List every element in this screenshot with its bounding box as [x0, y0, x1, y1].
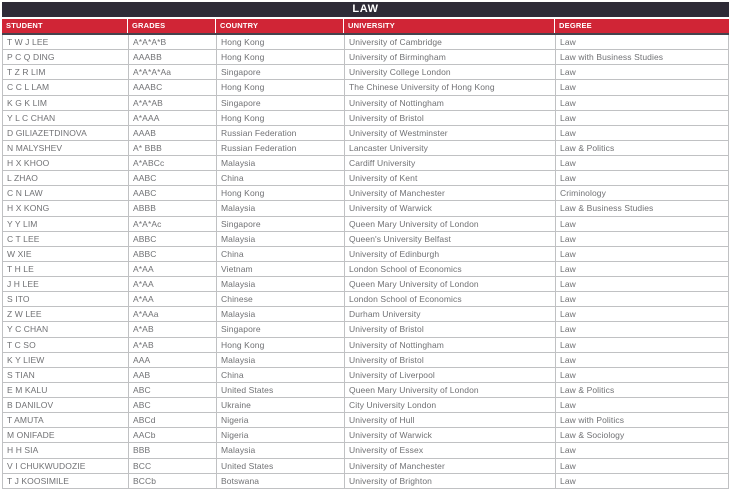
cell-grades: A*AAA [129, 111, 217, 126]
cell-degree: Law & Politics [556, 141, 729, 156]
cell-degree: Law [556, 232, 729, 247]
cell-degree: Law with Politics [556, 413, 729, 428]
cell-country: China [217, 171, 345, 186]
table-row [3, 232, 729, 247]
cell-student: Y C CHAN [3, 322, 129, 337]
cell-country: Ukraine [217, 398, 345, 413]
cell-student: T Z R LIM [3, 65, 129, 80]
cell-student: K Y LIEW [3, 353, 129, 368]
table-row [3, 307, 729, 322]
cell-university: University College London [345, 65, 556, 80]
cell-country: Vietnam [217, 262, 345, 277]
cell-university: University of Birmingham [345, 50, 556, 65]
cell-university: University of Edinburgh [345, 247, 556, 262]
cell-university: Queen Mary University of London [345, 217, 556, 232]
cell-grades: ABBB [129, 201, 217, 216]
cell-student: C N LAW [3, 186, 129, 201]
cell-grades: ABCd [129, 413, 217, 428]
cell-student: N MALYSHEV [3, 141, 129, 156]
cell-student: C T LEE [3, 232, 129, 247]
cell-degree: Law [556, 96, 729, 111]
cell-university: City University London [345, 398, 556, 413]
cell-grades: A*A*AB [129, 96, 217, 111]
cell-university: Cardiff University [345, 156, 556, 171]
table-title: LAW [2, 2, 729, 17]
cell-university: University of Essex [345, 443, 556, 458]
table-row [3, 353, 729, 368]
table-row [3, 126, 729, 141]
table-row [3, 262, 729, 277]
cell-country: Singapore [217, 65, 345, 80]
cell-country: Malaysia [217, 277, 345, 292]
cell-degree: Law [556, 171, 729, 186]
column-header-student: STUDENT [2, 19, 128, 33]
column-header-grades: GRADES [128, 19, 216, 33]
cell-student: W XIE [3, 247, 129, 262]
table-row [3, 141, 729, 156]
cell-student: T H LE [3, 262, 129, 277]
cell-degree: Law [556, 156, 729, 171]
cell-grades: A*AB [129, 322, 217, 337]
table-row [3, 217, 729, 232]
cell-country: China [217, 368, 345, 383]
cell-country: Singapore [217, 96, 345, 111]
cell-country: Russian Federation [217, 141, 345, 156]
cell-grades: ABC [129, 398, 217, 413]
cell-university: University of Cambridge [345, 35, 556, 50]
cell-degree: Law [556, 217, 729, 232]
cell-student: J H LEE [3, 277, 129, 292]
cell-degree: Law [556, 443, 729, 458]
table-body [2, 35, 729, 489]
cell-degree: Law [556, 338, 729, 353]
cell-grades: ABC [129, 383, 217, 398]
cell-university: University of Manchester [345, 186, 556, 201]
cell-grades: BCCb [129, 474, 217, 489]
cell-student: V I CHUKWUDOZIE [3, 459, 129, 474]
cell-grades: AAB [129, 368, 217, 383]
cell-country: Botswana [217, 474, 345, 489]
table-row [3, 65, 729, 80]
cell-country: Malaysia [217, 156, 345, 171]
cell-grades: ABBC [129, 247, 217, 262]
cell-degree: Law [556, 111, 729, 126]
cell-degree: Law [556, 126, 729, 141]
cell-grades: A*AA [129, 292, 217, 307]
cell-country: Malaysia [217, 201, 345, 216]
cell-student: Y Y LIM [3, 217, 129, 232]
cell-country: Hong Kong [217, 80, 345, 95]
cell-student: S TIAN [3, 368, 129, 383]
cell-student: B DANILOV [3, 398, 129, 413]
table-row [3, 368, 729, 383]
cell-grades: A* BBB [129, 141, 217, 156]
cell-student: K G K LIM [3, 96, 129, 111]
table-row [3, 322, 729, 337]
cell-student: H X KHOO [3, 156, 129, 171]
cell-student: C C L LAM [3, 80, 129, 95]
cell-country: Malaysia [217, 353, 345, 368]
cell-degree: Law & Politics [556, 383, 729, 398]
cell-student: H H SIA [3, 443, 129, 458]
table-row [3, 50, 729, 65]
table-row [3, 171, 729, 186]
cell-country: Nigeria [217, 428, 345, 443]
cell-grades: A*A*A*B [129, 35, 217, 50]
table-row [3, 413, 729, 428]
cell-university: Queen Mary University of London [345, 383, 556, 398]
column-header-degree: DEGREE [559, 21, 592, 30]
cell-country: Hong Kong [217, 186, 345, 201]
cell-degree: Law [556, 262, 729, 277]
cell-student: L ZHAO [3, 171, 129, 186]
cell-degree: Law [556, 65, 729, 80]
table-row [3, 428, 729, 443]
cell-university: University of Bristol [345, 353, 556, 368]
cell-university: Queen's University Belfast [345, 232, 556, 247]
table-row [3, 398, 729, 413]
cell-grades: BBB [129, 443, 217, 458]
cell-university: London School of Economics [345, 292, 556, 307]
table-row [3, 383, 729, 398]
cell-degree: Law & Sociology [556, 428, 729, 443]
table-row [3, 96, 729, 111]
cell-degree: Law with Business Studies [556, 50, 729, 65]
cell-student: T AMUTA [3, 413, 129, 428]
column-header-country: COUNTRY [216, 19, 344, 33]
cell-grades: AAABC [129, 80, 217, 95]
cell-grades: A*AA [129, 277, 217, 292]
cell-degree: Law & Business Studies [556, 201, 729, 216]
cell-country: United States [217, 459, 345, 474]
cell-grades: BCC [129, 459, 217, 474]
cell-grades: ABBC [129, 232, 217, 247]
cell-grades: AAABB [129, 50, 217, 65]
cell-degree: Law [556, 474, 729, 489]
cell-degree: Law [556, 35, 729, 50]
cell-degree: Law [556, 322, 729, 337]
table-row [3, 277, 729, 292]
cell-degree: Law [556, 277, 729, 292]
table-row [3, 459, 729, 474]
cell-country: Russian Federation [217, 126, 345, 141]
cell-grades: AABC [129, 171, 217, 186]
cell-university: University of Nottingham [345, 96, 556, 111]
cell-student: Z W LEE [3, 307, 129, 322]
cell-university: University of Bristol [345, 111, 556, 126]
cell-student: S ITO [3, 292, 129, 307]
law-results-table [2, 2, 729, 489]
cell-university: London School of Economics [345, 262, 556, 277]
cell-grades: AAAB [129, 126, 217, 141]
cell-degree: Law [556, 307, 729, 322]
cell-degree: Law [556, 247, 729, 262]
table-row [3, 111, 729, 126]
cell-university: University of Hull [345, 413, 556, 428]
cell-degree: Law [556, 368, 729, 383]
cell-grades: A*A*Ac [129, 217, 217, 232]
cell-university: University of Bristol [345, 322, 556, 337]
table-row [3, 186, 729, 201]
cell-student: P C Q DING [3, 50, 129, 65]
cell-student: D GILIAZETDINOVA [3, 126, 129, 141]
column-header-university: UNIVERSITY [344, 19, 555, 33]
cell-university: University of Brighton [345, 474, 556, 489]
cell-country: Hong Kong [217, 35, 345, 50]
cell-grades: A*A*A*Aa [129, 65, 217, 80]
table-row [3, 80, 729, 95]
cell-grades: A*AA [129, 262, 217, 277]
cell-degree: Criminology [556, 186, 729, 201]
table-row [3, 338, 729, 353]
cell-university: University of Kent [345, 171, 556, 186]
table-row [3, 35, 729, 50]
cell-student: E M KALU [3, 383, 129, 398]
cell-grades: AAA [129, 353, 217, 368]
cell-grades: AABC [129, 186, 217, 201]
cell-grades: AACb [129, 428, 217, 443]
cell-university: Queen Mary University of London [345, 277, 556, 292]
cell-country: Chinese [217, 292, 345, 307]
cell-country: Malaysia [217, 307, 345, 322]
cell-student: T J KOOSIMILE [3, 474, 129, 489]
cell-university: University of Westminster [345, 126, 556, 141]
table-row [3, 292, 729, 307]
table-row [3, 156, 729, 171]
cell-student: Y L C CHAN [3, 111, 129, 126]
table-row [3, 247, 729, 262]
cell-country: Nigeria [217, 413, 345, 428]
cell-country: Malaysia [217, 232, 345, 247]
cell-university: University of Manchester [345, 459, 556, 474]
cell-student: T C SO [3, 338, 129, 353]
cell-degree: Law [556, 80, 729, 95]
cell-country: Hong Kong [217, 338, 345, 353]
cell-university: Durham University [345, 307, 556, 322]
cell-country: Malaysia [217, 443, 345, 458]
cell-degree: Law [556, 459, 729, 474]
cell-country: China [217, 247, 345, 262]
cell-country: Hong Kong [217, 111, 345, 126]
table-row [3, 474, 729, 489]
cell-university: University of Warwick [345, 201, 556, 216]
cell-student: T W J LEE [3, 35, 129, 50]
cell-university: University of Warwick [345, 428, 556, 443]
cell-country: Singapore [217, 322, 345, 337]
cell-student: M ONIFADE [3, 428, 129, 443]
table-row [3, 443, 729, 458]
cell-grades: A*AAa [129, 307, 217, 322]
cell-grades: A*AB [129, 338, 217, 353]
cell-country: United States [217, 383, 345, 398]
cell-degree: Law [556, 398, 729, 413]
cell-grades: A*ABCc [129, 156, 217, 171]
cell-university: University of Nottingham [345, 338, 556, 353]
cell-university: University of Liverpool [345, 368, 556, 383]
cell-university: The Chinese University of Hong Kong [345, 80, 556, 95]
cell-degree: Law [556, 292, 729, 307]
cell-degree: Law [556, 353, 729, 368]
table-row [3, 201, 729, 216]
table-header-row [2, 19, 729, 35]
cell-student: H X KONG [3, 201, 129, 216]
cell-country: Singapore [217, 217, 345, 232]
cell-university: Lancaster University [345, 141, 556, 156]
cell-country: Hong Kong [217, 50, 345, 65]
